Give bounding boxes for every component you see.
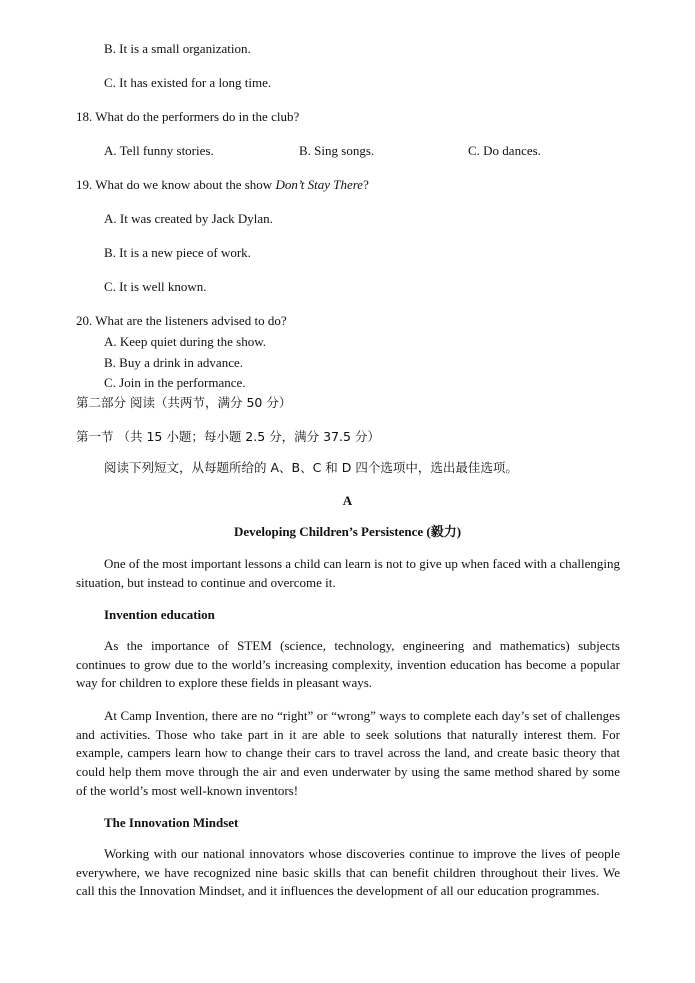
heading-innovation-mindset: The Innovation Mindset — [104, 815, 239, 830]
heading-invention-education: Invention education — [104, 607, 215, 622]
q17-option-c: C. It has existed for a long time. — [104, 75, 272, 90]
q20-option-a: A. Keep quiet during the show. — [104, 334, 266, 349]
paragraph-1: One of the most important lessons a child can learn is not to give up when faced with a challenging situation, but instead to continue and overcome it. — [76, 556, 620, 590]
q20-question: 20. What are the listeners advised to do? — [76, 313, 287, 328]
q19-question-suffix: ? — [363, 177, 369, 192]
q17-option-b: B. It is a small organization. — [104, 41, 251, 56]
q18-question: 18. What do the performers do in the club? — [76, 109, 300, 124]
paragraph-3: At Camp Invention, there are no “right” or “wrong” ways to complete each day’s set of challenges and activities. Those who take part in it are able to seek solutions that naturally interest them. For example, campers learn how to change their cars to travel across the land, and create basic theory that could help them move through the air and even underwater by using the same method shared by some of the world’s most well-known inventors! — [76, 708, 620, 798]
reading-instruction: 阅读下列短文，从每题所给的 A、B、C 和 D 四个选项中，选出最佳选项。 — [104, 460, 518, 475]
paragraph-4: Working with our national innovators whose discoveries continue to improve the lives of people everywhere, we have recognized nine basic skills that can benefit children throughout their lives. We call this the Innovation Mindset, and it influences the development of all our education programmes. — [76, 846, 620, 899]
q18-option-a: A. Tell funny stories. — [104, 143, 214, 158]
q19-option-b: B. It is a new piece of work. — [104, 245, 251, 260]
q18-option-b: B. Sing songs. — [299, 143, 375, 158]
q19-show-title: Don’t Stay There — [275, 177, 364, 192]
passage-title: Developing Children’s Persistence (毅力) — [233, 524, 462, 539]
q20-option-c: C. Join in the performance. — [104, 375, 246, 390]
q19-option-a: A. It was created by Jack Dylan. — [104, 211, 273, 226]
paragraph-2: As the importance of STEM (science, technology, engineering and mathematics) subjects continues to grow due to the world’s increasing complexity, invention education has become a popular way for children to explore these fields in pleasant ways. — [76, 638, 620, 691]
section1-heading: 第一节 （共 15 小题；每小题 2.5 分，满分 37.5 分） — [76, 429, 380, 444]
passage-label: A — [342, 493, 353, 508]
q19-question — [76, 176, 369, 194]
q18-option-c: C. Do dances. — [468, 143, 541, 158]
part2-heading: 第二部分 阅读（共两节，满分 50 分） — [76, 395, 292, 410]
q19-option-c: C. It is well known. — [104, 279, 207, 294]
q20-option-b: B. Buy a drink in advance. — [104, 355, 243, 370]
q19-question-prefix: 19. What do we know about the show — [76, 177, 276, 192]
